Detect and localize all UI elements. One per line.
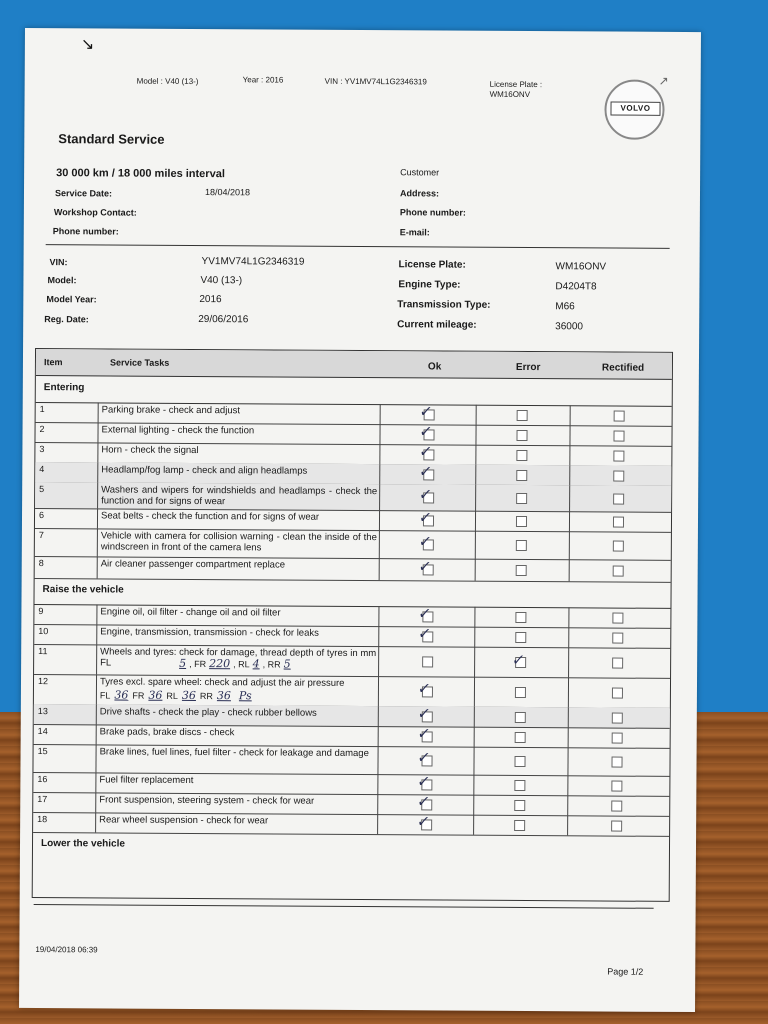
divider [46, 244, 670, 249]
address-label: Address: [399, 188, 440, 199]
error-checkbox[interactable] [516, 470, 527, 481]
ok-checkbox[interactable] [422, 656, 433, 667]
header-error: Error [515, 361, 541, 374]
current-mileage-label: Current mileage: [397, 319, 477, 331]
table-header [36, 349, 672, 380]
logo-text: VOLVO [610, 102, 660, 116]
service-sheet [19, 28, 701, 1012]
item-number: 1 [39, 404, 45, 415]
vin-label: VIN: [49, 257, 68, 268]
service-date-value: 18/04/2018 [204, 187, 251, 198]
service-task-text: Fuel filter replacement [99, 774, 194, 786]
rectified-checkbox[interactable] [612, 633, 623, 644]
vin-value: YV1MV74L1G2346319 [201, 256, 305, 268]
model-year-label: Model Year: [46, 294, 97, 305]
handwritten-check-icon: ✓ [417, 532, 433, 551]
workshop-contact-label: Workshop Contact: [53, 207, 137, 218]
item-number: 18 [37, 814, 48, 825]
logo-arrow-icon: ↗ [658, 73, 669, 88]
rectified-checkbox[interactable] [611, 801, 622, 812]
rectified-checkbox[interactable] [613, 471, 624, 482]
engine-type-value: D4204T8 [555, 281, 597, 293]
error-checkbox[interactable] [515, 732, 526, 743]
handwritten-check-icon: ✓ [415, 812, 432, 831]
handwritten-value: 4 [252, 657, 260, 671]
reg-date-label: Reg. Date: [44, 314, 89, 325]
tyre-pressure-values [100, 688, 256, 702]
item-number: 5 [39, 484, 45, 495]
item-number: 11 [38, 646, 48, 657]
interval-title: 30 000 km / 18 000 miles interval [56, 167, 225, 181]
service-task-text: Rear wheel suspension - check for wear [99, 814, 269, 827]
table-cell [35, 422, 98, 442]
service-task-text: Seat belts - check the function and for signs of wear [100, 510, 320, 523]
rectified-checkbox[interactable] [613, 566, 624, 577]
item-number: 15 [37, 746, 48, 757]
model-label: Model: [47, 275, 77, 286]
engine-type-label: Engine Type: [398, 279, 461, 291]
item-number: 4 [39, 464, 45, 475]
header-model: Model : V40 (13-) [136, 76, 199, 87]
customer-label: Customer [400, 167, 440, 178]
service-task-text: Drive shafts - check the play - check rubber bellows [99, 706, 317, 719]
service-task-text: Brake lines, fuel lines, fuel filter - check for leakage and damage [99, 746, 369, 760]
service-task-text: Headlamp/fog lamp - check and align headlamps [101, 464, 308, 477]
error-checkbox[interactable] [517, 410, 528, 421]
handwritten-check-icon: ✓ [416, 679, 432, 698]
separator: , [189, 658, 195, 669]
error-checkbox[interactable] [515, 632, 526, 643]
bottom-divider [34, 904, 654, 909]
model-year-value: 2016 [199, 294, 222, 306]
service-task-text: Wheels and tyres: check for damage, thread depth of tyres in mm FL [100, 646, 377, 669]
header-vin: VIN : YV1MV74L1G2346319 [324, 76, 427, 87]
email-label: E-mail: [399, 227, 430, 238]
handwritten-check-icon: ✓ [417, 485, 434, 504]
service-task-text: Tyres excl. spare wheel: check and adjust the air pressure [99, 676, 345, 689]
tyre-depth-values [176, 657, 294, 671]
footer-page-number: Page 1/2 [607, 966, 644, 977]
error-checkbox[interactable] [515, 712, 526, 723]
handwritten-check-icon: ✓ [417, 508, 433, 527]
item-number: 7 [38, 530, 44, 541]
transmission-type-value: M66 [555, 301, 575, 313]
error-checkbox[interactable] [514, 800, 525, 811]
handwritten-value: 36 [148, 688, 163, 702]
item-number: 13 [37, 706, 48, 717]
rectified-checkbox[interactable] [613, 451, 624, 462]
item-number: 6 [38, 510, 45, 521]
header-ok: Ok [427, 361, 442, 373]
handwritten-check-icon: ✓ [418, 422, 434, 441]
error-checkbox[interactable] [514, 780, 525, 791]
handwritten-check-icon: ✓ [510, 650, 527, 670]
handwritten-check-icon: ✓ [418, 402, 434, 421]
rectified-checkbox[interactable] [613, 517, 624, 528]
rectified-checkbox[interactable] [613, 541, 624, 552]
rectified-checkbox[interactable] [611, 781, 622, 792]
item-number: 9 [38, 606, 44, 617]
field-label: FR [194, 658, 207, 670]
handwritten-value: 36 [114, 688, 129, 702]
license-plate-value: WM16ONV [555, 261, 607, 273]
field-label: RL [238, 659, 250, 670]
separator: , [233, 659, 239, 670]
item-number: 3 [39, 444, 45, 455]
error-checkbox[interactable] [516, 540, 527, 551]
service-task-text: Horn - check the signal [101, 444, 199, 457]
handwritten-check-icon: ✓ [418, 462, 434, 481]
handwritten-check-icon: ✓ [418, 442, 434, 461]
error-checkbox[interactable] [516, 565, 527, 576]
header-service-tasks: Service Tasks [109, 357, 170, 368]
handwritten-value: 5 [283, 657, 291, 671]
error-checkbox[interactable] [514, 820, 525, 831]
header-rectified: Rectified [601, 362, 645, 374]
handwritten-value: 220 [209, 657, 231, 671]
volvo-logo [604, 73, 669, 139]
error-checkbox[interactable] [516, 450, 527, 461]
rectified-checkbox[interactable] [612, 688, 623, 699]
error-checkbox[interactable] [514, 756, 525, 767]
header-plate-label: License Plate : [489, 79, 543, 90]
service-task-text: Engine, transmission, transmission - check for leaks [100, 626, 319, 639]
license-plate-label: License Plate: [398, 259, 466, 271]
table-cell [35, 556, 98, 578]
handwritten-check-icon: ✓ [417, 624, 433, 643]
rectified-checkbox[interactable] [612, 613, 623, 624]
table-cell [35, 442, 98, 462]
item-number: 14 [37, 726, 48, 737]
table-cell [35, 462, 98, 482]
model-value: V40 (13-) [200, 275, 243, 287]
table-cell [35, 508, 98, 528]
workshop-phone-label: Phone number: [52, 226, 119, 237]
handwritten-value: 36 [181, 688, 196, 703]
error-checkbox[interactable] [515, 612, 526, 623]
handwritten-check-icon: ✓ [416, 748, 432, 767]
rectified-checkbox[interactable] [613, 494, 624, 505]
section-label: Lower the vehicle [40, 838, 125, 850]
error-checkbox[interactable] [515, 687, 526, 698]
transmission-type-label: Transmission Type: [397, 299, 491, 311]
handwritten-check-icon: ✓ [416, 772, 432, 791]
service-task-text: External lighting - check the function [101, 424, 255, 437]
handwritten-check-icon: ✓ [416, 792, 432, 811]
item-number: 8 [38, 558, 44, 569]
field-label: RR [267, 659, 281, 670]
reg-date-value: 29/06/2016 [198, 314, 249, 326]
rectified-checkbox[interactable] [614, 411, 625, 422]
item-number: 10 [38, 626, 49, 637]
table-cell [36, 402, 99, 422]
table-cell [35, 528, 98, 556]
rectified-checkbox[interactable] [612, 713, 623, 724]
separator: , [262, 659, 268, 670]
service-task-text: Brake pads, brake discs - check [99, 726, 235, 739]
field-label: RR [199, 691, 213, 702]
rectified-checkbox[interactable] [611, 821, 622, 832]
field-label: FR [132, 690, 145, 701]
handwritten-value: Ps [238, 689, 252, 703]
service-date-label: Service Date: [54, 188, 113, 199]
field-label: FL [99, 690, 111, 701]
service-task-text: Vehicle with camera for collision warning - clean the inside of the windscreen in front of the camera lens [100, 530, 377, 554]
service-task-text: Engine oil, oil filter - change oil and oil filter [100, 606, 281, 619]
rectified-checkbox[interactable] [613, 431, 624, 442]
handwritten-check-icon: ✓ [417, 604, 433, 623]
section-heading [33, 832, 669, 862]
item-number: 12 [37, 676, 49, 687]
service-task-text: Parking brake - check and adjust [101, 404, 241, 417]
error-checkbox[interactable] [516, 430, 527, 441]
handwritten-check-icon: ✓ [417, 557, 433, 576]
pen-mark: ↘ [80, 36, 95, 54]
handwritten-check-icon: ✓ [416, 724, 432, 743]
rectified-checkbox[interactable] [611, 757, 622, 768]
section-label: Entering [43, 382, 85, 394]
error-checkbox[interactable] [516, 516, 527, 527]
section-label: Raise the vehicle [42, 584, 124, 596]
service-task-text: Air cleaner passenger compartment replace [100, 558, 286, 571]
error-checkbox[interactable] [516, 493, 527, 504]
rectified-checkbox[interactable] [612, 658, 623, 669]
current-mileage-value: 36000 [555, 321, 584, 333]
service-task-text: Washers and wipers for windshields and headlamps - check the function and for signs of wear [101, 484, 378, 508]
table-cell [35, 482, 98, 508]
rectified-checkbox[interactable] [612, 733, 623, 744]
service-task-table [32, 348, 673, 902]
customer-phone-label: Phone number: [399, 207, 466, 218]
handwritten-value: 36 [216, 689, 231, 703]
service-task-text: Front suspension, steering system - check for wear [99, 794, 315, 807]
handwritten-value: 5 [179, 656, 187, 670]
item-number: 2 [39, 424, 45, 435]
page-title: Standard Service [58, 131, 165, 147]
footer-timestamp: 19/04/2018 06:39 [35, 945, 98, 955]
handwritten-check-icon: ✓ [416, 704, 432, 723]
field-label: RL [166, 690, 178, 701]
header-item: Item [43, 357, 63, 368]
item-number: 17 [37, 794, 48, 805]
item-number: 16 [37, 774, 48, 785]
header-plate-value: WM16ONV [489, 89, 531, 100]
header-year: Year : 2016 [242, 75, 284, 85]
table-cell [34, 604, 97, 624]
